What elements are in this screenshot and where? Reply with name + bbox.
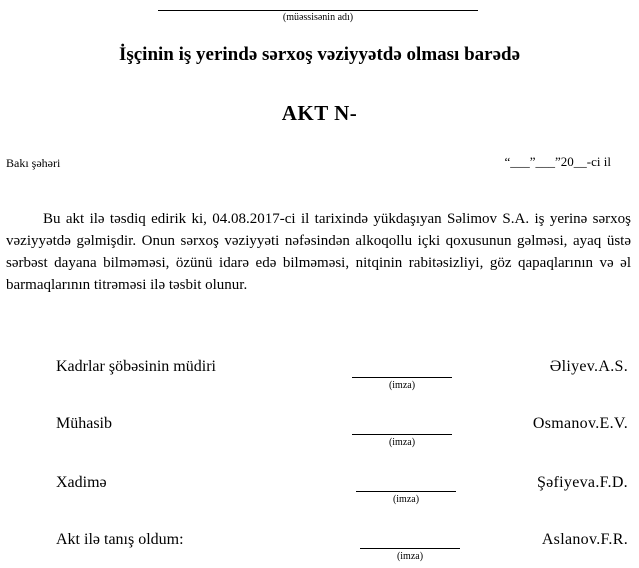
signature-line-cleaner — [356, 491, 456, 492]
signatory-name-cleaner: Şəfiyeva.F.D. — [536, 474, 628, 491]
signature-line-accountant — [352, 434, 452, 435]
signatory-name-acknowledged: Aslanov.F.R. — [541, 531, 628, 548]
document-title: İşçinin iş yerində sərxoş vəziyyətdə olması barədə — [118, 44, 521, 65]
signature-role-hr-head: Kadrlar şöbəsinin müdiri — [56, 358, 216, 375]
signature-line-hr-head — [352, 377, 452, 378]
act-body-paragraph: Bu akt ilə təsdiq edirik ki, 04.08.2017-ci il tarixində yükdaşıyan Səlimov S.A. iş yerinə sərxoş vəziyyətdə gəlmişdir. Onun sərxoş vəziyyəti nəfəsindən alkoqollu içki qoxusunun gəlməsi, ayaq üstə sərbəst dayana bilməməsi, özünü idarə edə bilməməsi, nitqinin rabitəsizliyi, göz qapaqlarının və əl barmaqlarının titrəməsi ilə təsbit olunur. — [6, 211, 631, 293]
signature-caption-accountant: (imza) — [388, 437, 416, 448]
signatory-name-hr-head: Əliyev.A.S. — [549, 358, 628, 375]
organization-name-caption: (müəssisənin adı) — [282, 12, 354, 23]
signature-role-cleaner: Xadimə — [56, 474, 107, 491]
city-label: Bakı şəhəri — [6, 156, 61, 170]
act-number: AKT N- — [281, 101, 358, 125]
signature-caption-acknowledged: (imza) — [396, 551, 424, 562]
organization-name-line — [158, 10, 478, 11]
signatory-name-accountant: Osmanov.E.V. — [532, 415, 628, 432]
date-field: “___”___”20__-ci il — [504, 154, 611, 169]
signature-line-acknowledged — [360, 548, 460, 549]
signature-caption-cleaner: (imza) — [392, 494, 420, 505]
signature-role-acknowledged: Akt ilə tanış oldum: — [56, 531, 184, 548]
signature-role-accountant: Mühasib — [56, 415, 112, 432]
signature-caption-hr-head: (imza) — [388, 380, 416, 391]
